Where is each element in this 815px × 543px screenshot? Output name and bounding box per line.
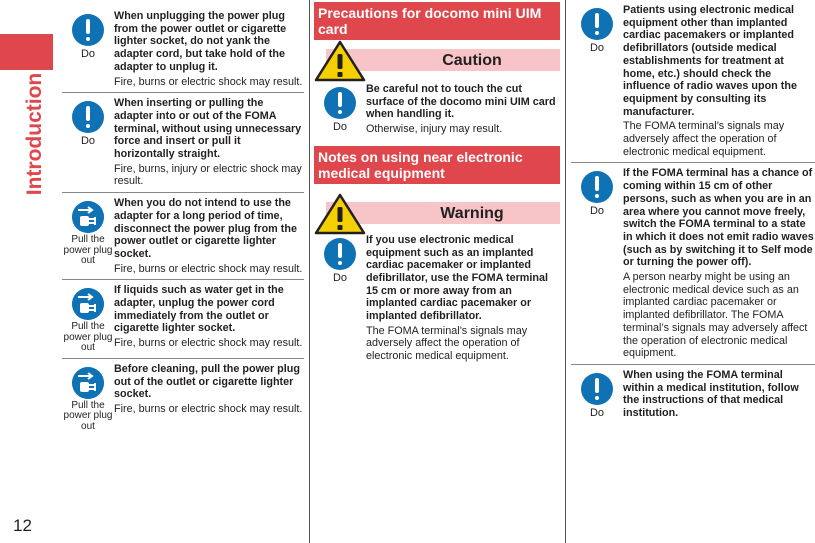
caution-label: Caution bbox=[442, 52, 502, 69]
column-3 bbox=[571, 0, 815, 424]
list-item: Do When unplugging the power plug from the power outlet or cigarette lighter socket, do not yank the adapter cord, but take hold of the adapter to unplug it. Fire, burns or electric shock may result. bbox=[62, 6, 304, 93]
item-instruction: If liquids such as water get in the adapter, unplug the power cord immediately from the outlet or cigarette lighter socket. bbox=[114, 284, 284, 335]
section-heading-uim: Precautions for docomo mini UIM card bbox=[314, 2, 560, 40]
item-instruction: When you do not intend to use the adapter for a long period of time, disconnect the power plug from the power outlet or cigarette lighter socket. bbox=[114, 197, 297, 260]
list-item: Do When inserting or pulling the adapter into or out of the FOMA terminal, without using unnecessary force and insert or pull it horizontally straight. Fire, burns, injury or electric shock may result. bbox=[62, 93, 304, 193]
do-icon bbox=[581, 171, 613, 203]
item-instruction: If the FOMA terminal has a chance of coming within 15 cm of other persons, such as when you are in an area where you cannot move freely, switch the FOMA terminal to a state in which it does not emit radio waves (such as by switching it to Self mode or turning the power off). bbox=[623, 167, 814, 269]
item-note: The FOMA terminal’s signals may adversely affect the operation of electronic medical equipment. bbox=[623, 120, 785, 158]
item-note: The FOMA terminal’s signals may adversely affect the operation of electronic medical equipment. bbox=[366, 324, 528, 363]
section-label-introduction: Introduction bbox=[23, 72, 46, 195]
list-item: Do If you use electronic medical equipment such as an implanted cardiac pacemaker or implanted defibrillator, use the FOMA terminal 15 cm or more away from an implanted cardiac pacemaker or implanted defibrillator. The FOMA terminal’s signals may adversely affect the operation of electronic medical equipment. bbox=[314, 230, 560, 367]
column-divider bbox=[309, 0, 310, 543]
item-note: Otherwise, injury may result. bbox=[366, 123, 503, 136]
warning-triangle-icon bbox=[314, 40, 366, 82]
item-note: A person nearby might be using an electronic medical device such as an implanted cardiac pacemaker or implanted defibrillator. The FOMA terminal’s signals may adversely affect the operation of electronic medical equipment. bbox=[623, 271, 808, 360]
column-1 bbox=[62, 6, 304, 436]
item-note: Fire, burns or electric shock may result. bbox=[114, 262, 303, 275]
item-note: Fire, burns or electric shock may result. bbox=[114, 402, 303, 415]
item-instruction: Be careful not to touch the cut surface of the docomo mini UIM card when handling it. bbox=[366, 83, 556, 121]
warning-triangle-icon bbox=[314, 193, 366, 235]
do-icon bbox=[581, 8, 613, 40]
list-item: Do Patients using electronic medical equipment other than implanted cardiac pacemakers or implanted defibrillators (outside medical establishments for treatment at home, etc.) should check the influence of radio waves upon the equipment by consulting its manufacturer. The FOMA terminal’s signals may adversely affect the operation of electronic medical equipment. bbox=[571, 0, 815, 163]
do-icon bbox=[72, 14, 104, 46]
page-number: 12 bbox=[13, 516, 32, 535]
list-item: Pull the power plug out Before cleaning, pull the power plug out of the outlet or cigarette lighter socket. Fire, burns or electric shock may result. bbox=[63, 362, 303, 432]
list-item: Do If the FOMA terminal has a chance of coming within 15 cm of other persons, such as when you are in an area where you cannot move freely, switch the FOMA terminal to a state in which it does not emit radio waves (such as by switching it to Self mode or turning the power off). A person nearby might be using an electronic medical device such as an implanted cardiac pacemaker or implanted defibrillator. The FOMA terminal’s signals may adversely affect the operation of electronic medical equipment. bbox=[571, 163, 815, 365]
item-instruction: If you use electronic medical equipment such as an implanted cardiac pacemaker or implanted defibrillator, use the FOMA terminal 15 cm or more away from an implanted cardiac pacemaker or implanted defibrillator. bbox=[366, 233, 548, 323]
column-2 bbox=[314, 2, 560, 367]
unplug-icon bbox=[72, 201, 104, 233]
list-item: Do Be careful not to touch the cut surface of the docomo mini UIM card when handling it. Otherwise, injury may result. bbox=[314, 79, 560, 140]
item-instruction: When unplugging the power plug from the power outlet or cigarette lighter socket, do not yank the adapter cord, but take hold of the adapter to unplug it. bbox=[114, 10, 287, 73]
list-item: Do When using the FOMA terminal within a medical institution, follow the instructions of that medical institution. bbox=[571, 365, 815, 424]
do-icon bbox=[324, 87, 356, 119]
item-instruction: Patients using electronic medical equipment other than implanted cardiac pacemakers or implanted defibrillators (outside medical establishments for treatment at home, etc.) should check the influence of radio waves upon the equipment by consulting its manufacturer. bbox=[623, 4, 797, 118]
item-note: Fire, burns or electric shock may result. bbox=[114, 337, 303, 350]
column-divider bbox=[565, 0, 566, 543]
warning-label: Warning bbox=[440, 204, 504, 222]
unplug-icon bbox=[72, 367, 104, 399]
unplug-icon bbox=[72, 288, 104, 320]
item-instruction: Before cleaning, pull the power plug out of the outlet or cigarette lighter socket. bbox=[114, 362, 300, 401]
do-icon bbox=[581, 373, 613, 405]
section-tab-marker bbox=[0, 34, 53, 70]
caution-banner bbox=[314, 49, 560, 73]
do-icon bbox=[324, 238, 356, 270]
list-item: Pull the power plug out When you do not intend to use the adapter for a long period of time, disconnect the power plug from the power outlet or cigarette lighter socket. Fire, burns or electric shock may result. bbox=[62, 193, 304, 280]
do-icon bbox=[72, 101, 104, 133]
item-instruction: When inserting or pulling the adapter into or out of the FOMA terminal, without using unnecessary force and insert or pull it horizontally straight. bbox=[114, 97, 302, 161]
warning-banner bbox=[314, 202, 560, 226]
item-note: Fire, burns or electric shock may result. bbox=[114, 75, 303, 88]
item-instruction: When using the FOMA terminal within a medical institution, follow the instructions of that medical institution. bbox=[623, 368, 799, 420]
list-item: Pull the power plug out If liquids such as water get in the adapter, unplug the power cord immediately from the outlet or cigarette lighter socket. Fire, burns or electric shock may result. bbox=[62, 280, 304, 359]
item-note: Fire, burns, injury or electric shock may result. bbox=[114, 162, 302, 188]
section-heading-medical: Notes on using near electronic medical equipment bbox=[314, 146, 560, 184]
